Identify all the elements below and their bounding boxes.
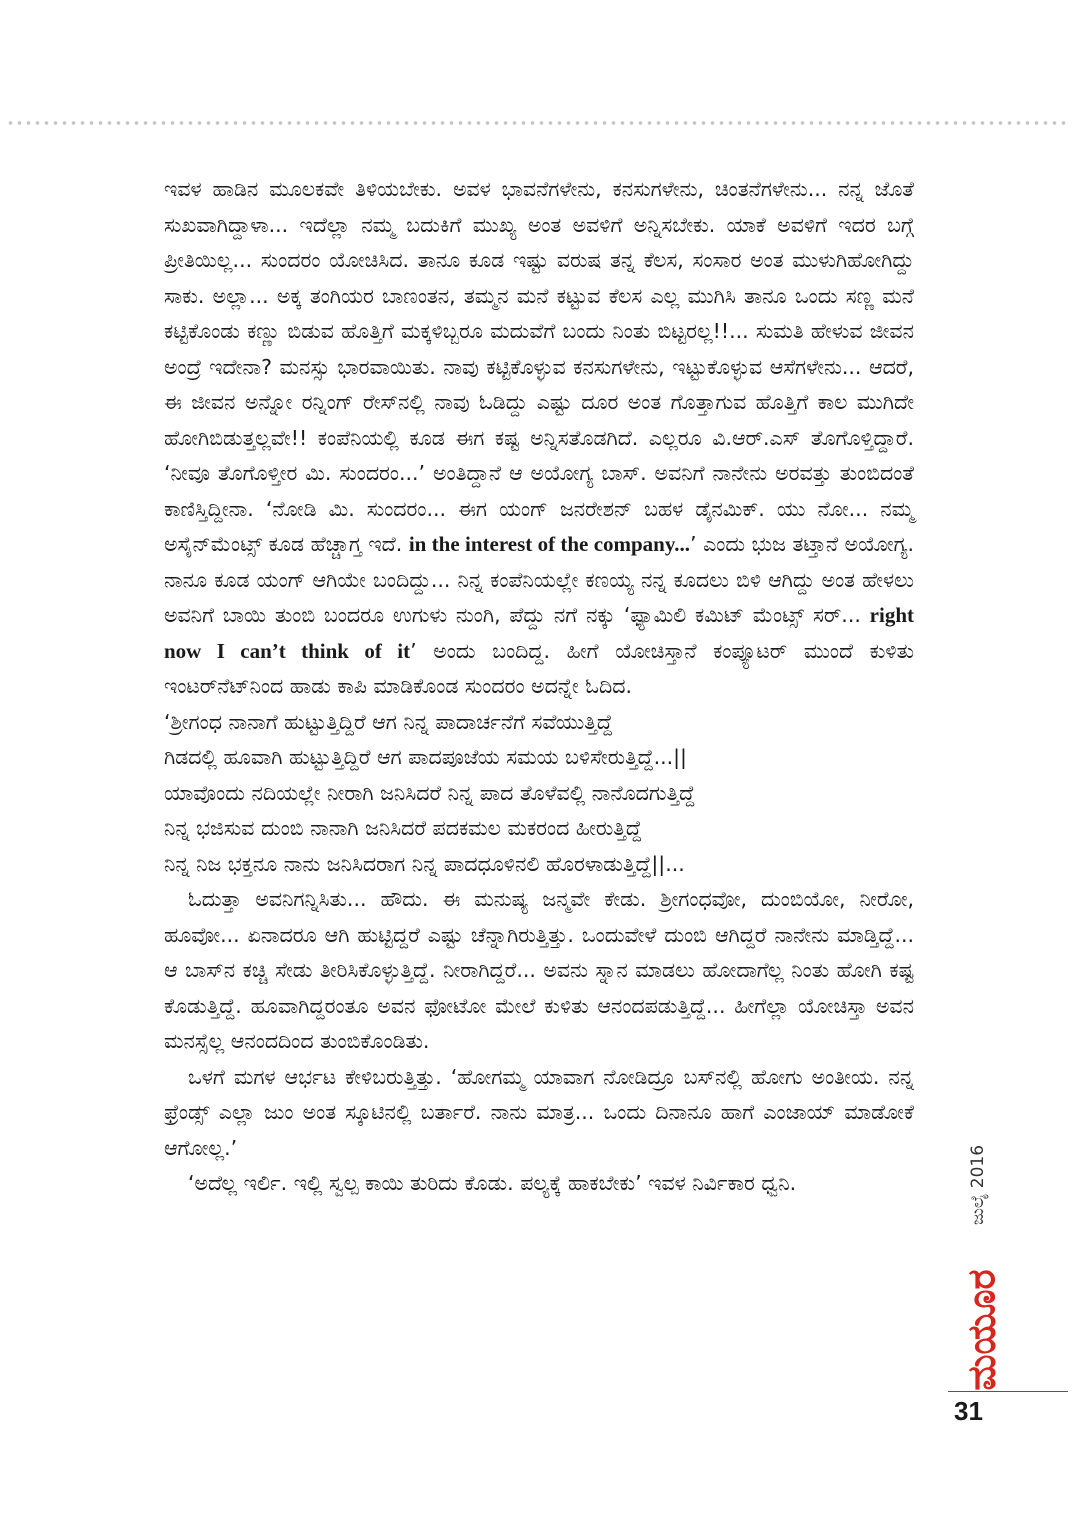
issue-date: ಜುಲೈ 2016 xyxy=(968,1144,988,1225)
english-phrase: in the interest of the company... xyxy=(408,532,690,556)
folio-rule xyxy=(948,1391,1068,1392)
verse-line: ‘ಶ್ರೀಗಂಧ ನಾನಾಗೆ ಹುಟ್ಟುತ್ತಿದ್ದಿರೆ ಆಗ ನಿನ್ನ ಪಾದಾರ್ಚನೆಗೆ ಸವೆಯುತ್ತಿದ್ದೆ xyxy=(164,709,613,734)
english-phrase: right now I can’t think of it xyxy=(164,603,914,663)
song-verse xyxy=(164,705,914,883)
text-run: ’ ಎಂದು ಭುಜ ತಟ್ತಾನೆ ಅಯೋಗ್ಯ. ನಾನೂ ಕೂಡ ಯಂಗ್ ಆಗಿಯೇ ಬಂದಿದ್ದು... ನಿನ್ನ ಕಂಪೆನಿಯಲ್ಲೇ ಕಣಯ್ಯ ನನ್ನ ಕೂದಲು ಬಿಳಿ ಆಗಿದ್ದು ಅಂತ ಹೇಳಲು ಅವನಿಗೆ ಬಾಯಿ ತುಂಬಿ ಬಂದರೂ ಉಗುಳು ನುಂಗಿ, ಪೆದ್ದು ನಗೆ ನಕ್ಕು ‘ಫ್ಯಾಮಿಲಿ ಕಮಿಟ್ ಮೆಂಟ್ಸ್ ಸರ್... xyxy=(164,532,915,627)
paragraph: ಒಳಗೆ ಮಗಳ ಆರ್ಭಟ ಕೇಳಿಬರುತ್ತಿತ್ತು. ‘ಹೋಗಮ್ಮ ಯಾವಾಗ ನೋಡಿದ್ರೂ ಬಸ್‌ನಲ್ಲಿ ಹೋಗು ಅಂತೀಯ. ನನ್ನ ಫ್ರೆಂಡ್ಸ್ ಎಲ್ಲಾ ಜುಂ ಅಂತ ಸ್ಕೂಟಿನಲ್ಲಿ ಬರ್ತಾರೆ. ನಾನು ಮಾತ್ರ... ಒಂದು ದಿನಾನೂ ಹಾಗೆ ಎಂಜಾಯ್ ಮಾಡೋಕೆ ಆಗೋಲ್ಲ.’ xyxy=(164,1064,914,1160)
paragraph: ‘ಅದೆಲ್ಲ ಇರ್ಲಿ. ಇಲ್ಲಿ ಸ್ವಲ್ಪ ಕಾಯಿ ತುರಿದು ಕೊಡು. ಪಲ್ಯಕ್ಕೆ ಹಾಕಬೇಕು’ ಇವಳ ನಿರ್ವಿಕಾರ ಧ್ವನಿ. xyxy=(188,1171,797,1195)
paragraph: ಓದುತ್ತಾ ಅವನಿಗನ್ನಿಸಿತು... ಹೌದು. ಈ ಮನುಷ್ಯ ಜನ್ಮವೇ ಕೇಡು. ಶ್ರೀಗಂಧವೋ, ದುಂಬಿಯೋ, ನೀರೋ, ಹೂವೋ... ಏನಾದರೂ ಆಗಿ ಹುಟ್ಟಿದ್ದರೆ ಎಷ್ಟು ಚೆನ್ನಾಗಿರುತ್ತಿತ್ತು. ಒಂದುವೇಳೆ ದುಂಬಿ ಆಗಿದ್ದರೆ ನಾನೇನು ಮಾಡ್ತಿದ್ದೆ... ಆ ಬಾಸ್‌ನ ಕಚ್ಚಿ ಸೇಡು ತೀರಿಸಿಕೊಳ್ಳುತ್ತಿದ್ದೆ. ನೀರಾಗಿದ್ದರೆ... ಅವನು ಸ್ನಾನ ಮಾಡಲು ಹೋದಾಗೆಲ್ಲ ನಿಂತು ಹೋಗಿ ಕಷ್ಟ ಕೊಡುತ್ತಿದ್ದೆ. ಹೂವಾಗಿದ್ದರಂತೂ ಅವನ ಫೋಟೋ ಮೇಲೆ ಕುಳಿತು ಆನಂದಪಡುತ್ತಿದ್ದೆ... ಹೀಗೆಲ್ಲಾ ಯೋಚಿಸ್ತಾ ಅವನ ಮನಸ್ಸೆಲ್ಲ ಆನಂದದಿಂದ ತುಂಬಿಕೊಂಡಿತು. xyxy=(164,887,914,1053)
masthead-logo-text: ಮಯೂರ xyxy=(959,1269,1004,1391)
verse-line: ಗಿಡದಲ್ಲಿ ಹೂವಾಗಿ ಹುಟ್ಟುತ್ತಿದ್ದಿರೆ ಆಗ ಪಾದಪೂಜೆಯ ಸಮಯ ಬಳಿಸೇರುತ್ತಿದ್ದೆ...|| xyxy=(164,745,687,769)
article-body xyxy=(164,172,914,1202)
page-number: 31 xyxy=(954,1396,983,1426)
text-run: ಇವಳ ಹಾಡಿನ ಮೂಲಕವೇ ತಿಳಿಯಬೇಕು. ಅವಳ ಭಾವನೆಗಳೇನು, ಕನಸುಗಳೇನು, ಚಿಂತನೆಗಳೇನು... ನನ್ನ ಜೊತೆ ಸುಖವಾಗಿದ್ದಾಳಾ... ಇದೆಲ್ಲಾ ನಮ್ಮ ಬದುಕಿಗೆ ಮುಖ್ಯ ಅಂತ ಅವಳಿಗೆ ಅನ್ನಿಸಬೇಕು. ಯಾಕೆ ಅವಳಿಗೆ ಇದರ ಬಗ್ಗೆ ಪ್ರೀತಿಯಿಲ್ಲ... ಸುಂದರಂ ಯೋಚಿಸಿದ. ತಾನೂ ಕೂಡ ಇಷ್ಟು ವರುಷ ತನ್ನ ಕೆಲಸ, ಸಂಸಾರ ಅಂತ ಮುಳುಗಿಹೋಗಿದ್ದು ಸಾಕು. ಅಲ್ಲಾ... ಅಕ್ಕ ತಂಗಿಯರ ಬಾಣಂತನ, ತಮ್ಮನ ಮನೆ ಕಟ್ಟುವ ಕೆಲಸ ಎಲ್ಲ ಮುಗಿಸಿ ತಾನೂ ಒಂದು ಸಣ್ಣ ಮನೆ ಕಟ್ಟಿಕೊಂಡು ಕಣ್ಣು ಬಿಡುವ ಹೊತ್ತಿಗೆ ಮಕ್ಕಳಿಬ್ಬರೂ ಮದುವೆಗೆ ಬಂದು ನಿಂತು ಬಿಟ್ಟರಲ್ಲ!!... ಸುಮತಿ ಹೇಳುವ ಜೀವನ ಅಂದ್ರೆ ಇದೇನಾ? ಮನಸ್ಸು ಭಾರವಾಯಿತು. ನಾವು ಕಟ್ಟಿಕೊಳ್ಳುವ ಕನಸುಗಳೇನು, ಇಟ್ಟುಕೊಳ್ಳುವ ಆಸೆಗಳೇನು... ಆದರೆ, ಈ ಜೀವನ ಅನ್ನೋ ರನ್ನಿಂಗ್ ರೇಸ್‌ನಲ್ಲಿ ನಾವು ಓಡಿದ್ದು ಎಷ್ಟು ದೂರ ಅಂತ ಗೊತ್ತಾಗುವ ಹೊತ್ತಿಗೆ ಕಾಲ ಮುಗಿದೇ ಹೋಗಿಬಿಡುತ್ತಲ್ಲವೇ!! ಕಂಪೆನಿಯಲ್ಲಿ ಕೂಡ ಈಗ ಕಷ್ಟ ಅನ್ನಿಸತೊಡಗಿದೆ. ಎಲ್ಲರೂ ವಿ.ಆರ್.ಎಸ್ ತೊಗೊಳ್ತಿದ್ದಾರೆ. ‘ನೀವೂ ತೊಗೊಳ್ತೀರ ಮಿ. ಸುಂದರಂ...’ ಅಂತಿದ್ದಾನೆ ಆ ಅಯೋಗ್ಯ ಬಾಸ್. ಅವನಿಗೆ ನಾನೇನು ಅರವತ್ತು ತುಂಬಿದಂತೆ ಕಾಣಿಸ್ತಿದ್ದೀನಾ. ‘ನೋಡಿ ಮಿ. ಸುಂದರಂ... ಈಗ ಯಂಗ್ ಜನರೇಶನ್ ಬಹಳ ಡೈನಮಿಕ್. ಯು ನೋ... ನಮ್ಮ ಅಸೈನ್‌ಮೆಂಟ್ಸ್ ಕೂಡ ಹೆಚ್ಚಾಗ್ತ ಇದೆ. xyxy=(164,177,914,556)
text-run: ’ ಅಂದು ಬಂದಿದ್ದ. ಹೀಗೆ ಯೋಚಿಸ್ತಾನೆ ಕಂಪ್ಯೂಟರ್ ಮುಂದೆ ಕುಳಿತು ಇಂಟರ್‌ನೆಟ್‌ನಿಂದ ಹಾಡು ಕಾಪಿ ಮಾಡಿಕೊಂಡ ಸುಂದರಂ ಅದನ್ನೇ ಓದಿದ. xyxy=(164,638,914,698)
verse-line: ಯಾವೊಂದು ನದಿಯಲ್ಲೇ ನೀರಾಗಿ ಜನಿಸಿದರೆ ನಿನ್ನ ಪಾದ ತೊಳೆವಲ್ಲಿ ನಾನೊದಗುತ್ತಿದ್ದೆ xyxy=(164,780,696,805)
page-sidebar xyxy=(948,1130,1028,1430)
paragraph-opening xyxy=(164,172,914,705)
verse-line: ನಿನ್ನ ನಿಜ ಭಕ್ತನೂ ನಾನು ಜನಿಸಿದರಾಗ ನಿನ್ನ ಪಾದಧೂಳಿನಲಿ ಹೊರಳಾಡುತ್ತಿದ್ದೆ||... xyxy=(164,851,685,876)
verse-line: ನಿನ್ನ ಭಜಿಸುವ ದುಂಬಿ ನಾನಾಗಿ ಜನಿಸಿದರೆ ಪದಕಮಲ ಮಕರಂದ ಹೀರುತ್ತಿದ್ದೆ xyxy=(164,816,642,840)
dotted-header-rule xyxy=(6,120,1066,126)
